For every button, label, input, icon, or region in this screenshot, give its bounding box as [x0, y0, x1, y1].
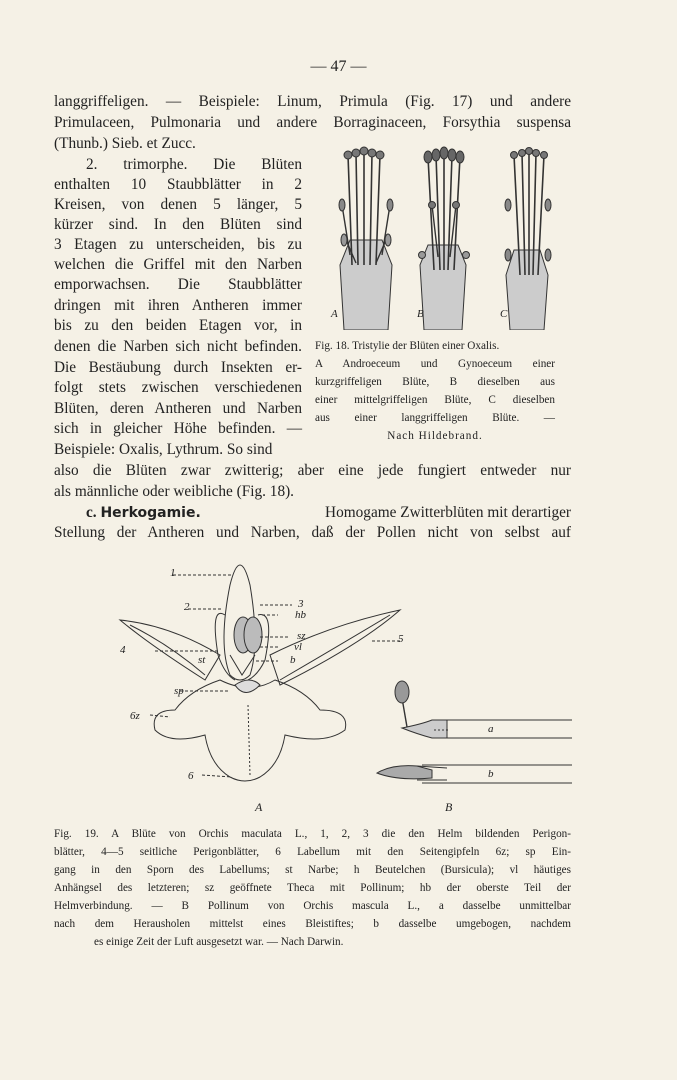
- fig19a-label-1: 1: [170, 567, 176, 579]
- fig19-caption-line: es einige Zeit der Luft ausgesetzt war. — Nach Darwin.: [94, 936, 344, 948]
- body-line: Stellung der Antheren und Narben, daß der Pollen nicht von selbst auf: [54, 524, 571, 541]
- fig19a-label-6: 6: [188, 770, 194, 782]
- section-heading: Herkogamie.: [100, 505, 201, 521]
- fig19a-label-st: st: [198, 654, 206, 666]
- body-line: 2. trimorphe. Die Blüten: [86, 156, 302, 173]
- fig19a-label-2: 2: [184, 601, 190, 613]
- fig19a-label-4: 4: [120, 644, 126, 656]
- page-number: — 47 —: [310, 58, 367, 75]
- fig18-caption-line: kurzgriffeligen Blüte, B dieselben aus: [315, 376, 555, 388]
- body-line: Kreisen, von denen 5 länger, 5: [54, 196, 302, 213]
- fig19a-figure-label: A: [255, 800, 263, 814]
- fig19b-label-b: b: [488, 768, 494, 780]
- body-line: denen die Narben sich nicht befinden.: [54, 338, 302, 355]
- fig19-caption-line: blätter, 4—5 seitliche Perigonblätter, 6 Labellum mit den Seitengipfeln 6z; sp Ein-: [54, 846, 571, 858]
- body-line: kürzer sind. In den Blüten sind: [54, 216, 302, 233]
- section-text: Homogame Zwitterblüten mit derartiger: [325, 504, 571, 521]
- fig19-caption-line: nach dem Herausholen mittelst eines Bleistiftes; b dasselbe umgebogen, nachdem: [54, 918, 571, 930]
- fig19-caption-line: Fig. 19. A Blüte von Orchis maculata L., 1, 2, 3 die den Helm bildenden Perigon-: [54, 828, 571, 840]
- fig18-caption-line: A Androeceum und Gynoeceum einer: [315, 358, 555, 370]
- fig18-caption-line: einer mittelgriffeligen Blüte, C dieselben: [315, 394, 555, 406]
- body-line: langgriffeligen. — Beispiele: Linum, Primula (Fig. 17) und andere: [54, 93, 571, 110]
- section-heading-line: [86, 503, 571, 523]
- fig19b-label-a: a: [488, 723, 494, 735]
- body-line: (Thunb.) Sieb. et Zucc.: [54, 135, 196, 152]
- body-line: Blüten, deren Antheren und Narben: [54, 400, 302, 417]
- body-line: als männliche oder weibliche (Fig. 18).: [54, 483, 295, 500]
- fig19a-label-hb: hb: [295, 609, 306, 621]
- fig18-label-b: B: [417, 308, 424, 320]
- body-line: Primulaceen, Pulmonaria und andere Borraginaceen, Forsythia suspensa: [54, 114, 571, 131]
- body-line: sich in gleicher Höhe befinden. —: [54, 420, 302, 437]
- body-line: bis zu den beiden Etagen vor, in: [54, 317, 302, 334]
- fig19-caption-line: gang in den Sporn des Labellums; st Narbe; h Beutelchen (Bursicula); vl häutiges: [54, 864, 571, 876]
- fig19a-label-6z: 6z: [130, 710, 140, 722]
- section-label: c.: [86, 504, 97, 521]
- body-line: folgt stets zwischen verschiedenen: [54, 379, 302, 396]
- fig19a-label-sz: sz: [297, 630, 306, 642]
- body-line: welchen die Griffel mit den Narben: [54, 256, 302, 273]
- fig19-caption-line: Anhängsel des letzteren; sz geöffnete Theca mit Pollinum; hb der oberste Teil der: [54, 882, 571, 894]
- fig19b-illustration: [372, 680, 572, 785]
- fig18-label-c: C: [500, 308, 508, 320]
- body-line: Die Bestäubung durch Insekten er-: [54, 359, 302, 376]
- body-line: dringen mit ihren Antheren immer: [54, 297, 302, 314]
- body-line: also die Blüten zwar zwitterig; aber eine jede fungiert entweder nur: [54, 462, 571, 479]
- fig18-caption-line: Fig. 18. Tristylie der Blüten einer Oxalis.: [315, 340, 500, 352]
- fig19a-label-sp: sp: [174, 685, 184, 697]
- fig18-illustration: [322, 145, 552, 330]
- body-line: 3 Etagen zu unterscheiden, bis zu: [54, 236, 302, 253]
- body-line: emporwachsen. Die Staubblätter: [54, 276, 302, 293]
- fig18-caption-line: Nach Hildebrand.: [387, 430, 483, 442]
- fig19b-figure-label: B: [445, 800, 453, 814]
- fig19a-label-b: b: [290, 654, 296, 666]
- body-line: enthalten 10 Staubblätter in 2: [54, 176, 302, 193]
- fig19a-label-vl: vl: [294, 641, 302, 653]
- fig19a-label-3: 3: [298, 598, 304, 610]
- fig18-caption-line: aus einer langgriffeligen Blüte. —: [315, 412, 555, 424]
- fig19-caption-line: Helmverbindung. — B Pollinum von Orchis mascula L., a dasselbe unmittelbar: [54, 900, 571, 912]
- fig18-label-a: A: [331, 308, 338, 320]
- body-line: Beispiele: Oxalis, Lythrum. So sind: [54, 441, 273, 458]
- fig19a-label-5: 5: [398, 633, 404, 645]
